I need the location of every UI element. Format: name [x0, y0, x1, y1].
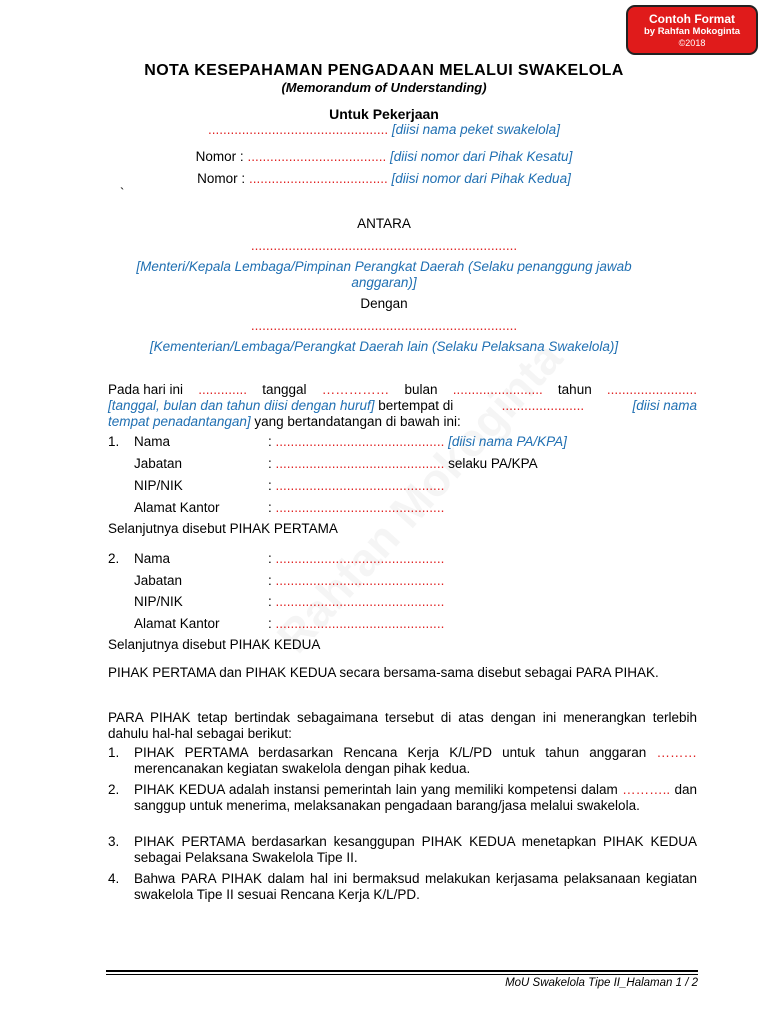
party1-jabatan-tail: selaku PA/KPA — [448, 456, 538, 471]
paket-hint: [diisi nama peket swakelola] — [391, 122, 560, 137]
dengan-dots: ....................................................................... — [250, 318, 518, 333]
page-footer: MoU Swakelola Tipe II_Halaman 1 / 2 — [505, 977, 698, 989]
nomor-line-1 — [0, 149, 768, 164]
document-title: NOTA KESEPAHAMAN PENGADAAN MELALUI SWAKELOLA — [144, 62, 624, 79]
list-item-dots: ……….. — [622, 782, 671, 797]
stray-tick: ` — [120, 185, 125, 200]
intro-tail: yang bertandatangan di bawah ini: — [254, 414, 461, 429]
list-item-text-b: merencanakan kegiatan swakelola dengan pihak kedua. — [134, 761, 471, 776]
intro-dots-month: ........................ — [452, 382, 543, 397]
stamp-line2: by Rahfan Mokoginta — [643, 26, 741, 37]
format-stamp — [626, 5, 758, 55]
colon: : — [268, 434, 272, 449]
party2-nip-dots: ............................................. — [275, 594, 445, 609]
untuk-pekerjaan: Untuk Pekerjaan — [329, 106, 439, 122]
list-item-text: Bahwa PARA PIHAK dalam hal ini bermaksud melakukan kerjasama pelaksanaan kegiatan swakelola Tipe II sesuai Rencana Kerja K/L/PD. — [134, 871, 697, 902]
nomor-label: Nomor : — [195, 149, 244, 164]
list-item — [108, 871, 697, 903]
intro-dots-date: …………… — [321, 382, 390, 397]
party1-alamat-dots: ............................................. — [275, 500, 445, 515]
intro-tahun: tahun — [557, 382, 592, 397]
party2-jabatan-label: Jabatan — [134, 573, 183, 588]
antara-label: ANTARA — [357, 216, 411, 231]
antara-hint-line1: [Menteri/Kepala Lembaga/Pimpinan Perangkat Daerah (Selaku penanggung jawab — [136, 259, 632, 274]
stamp-line1: Contoh Format — [649, 12, 735, 26]
party1-nama-dots: ............................................. — [275, 434, 445, 449]
para-pihak-statement: PARA PIHAK tetap bertindak sebagaimana tersebut di atas dengan ini menerangkan terlebih dahulu hal-hal sebagai berikut: — [108, 710, 697, 741]
colon: : — [268, 616, 272, 631]
intro-pada: Pada hari ini — [108, 382, 184, 397]
list-item-text-a: PIHAK PERTAMA berdasarkan Rencana Kerja K/L/PD untuk tahun anggaran — [134, 745, 647, 760]
intro-line2 — [108, 398, 697, 414]
party1-number: 1. — [108, 434, 120, 449]
intro-place-hint1: [diisi nama — [632, 398, 697, 413]
party1-sebut: Selanjutnya disebut PIHAK PERTAMA — [108, 521, 338, 536]
list-item-text — [134, 745, 697, 777]
party2-alamat-dots: ............................................. — [275, 616, 445, 631]
list-item-number: 1. — [108, 745, 120, 760]
party1-nip-dots: ............................................. — [275, 478, 445, 493]
watermark — [266, 331, 573, 663]
colon: : — [268, 456, 272, 471]
colon: : — [268, 551, 272, 566]
party2-nama-dots: ............................................. — [275, 551, 445, 566]
list-item — [108, 782, 697, 814]
nomor-label: Nomor : — [197, 171, 246, 186]
colon: : — [268, 500, 272, 515]
list-item — [108, 834, 697, 866]
party1-jabatan-label: Jabatan — [134, 456, 183, 471]
colon: : — [268, 594, 272, 609]
paket-dots: ................................................ — [208, 122, 389, 137]
party2-number: 2. — [108, 551, 120, 566]
intro-bulan: bulan — [404, 382, 438, 397]
antara-dots: ....................................................................... — [250, 238, 518, 253]
nomor-line-2 — [0, 171, 768, 186]
party1-jabatan-dots: ............................................. — [275, 456, 445, 471]
document-subtitle: (Memorandum of Understanding) — [281, 80, 487, 95]
party1-nama-hint: [diisi nama PA/KPA] — [448, 434, 567, 449]
intro-dots-place: ...................... — [501, 398, 585, 413]
intro-line1 — [108, 382, 697, 398]
colon: : — [268, 478, 272, 493]
intro-line3 — [108, 414, 697, 430]
intro-date-hint: [tanggal, bulan dan tahun diisi dengan huruf] — [108, 398, 375, 413]
list-item-number: 4. — [108, 871, 120, 886]
intro-paragraph — [108, 382, 697, 430]
party2-sebut: Selanjutnya disebut PIHAK KEDUA — [108, 637, 321, 652]
footer-rule — [106, 970, 698, 972]
intro-tanggal: tanggal — [262, 382, 307, 397]
nomor2-hint: [diisi nomor dari Pihak Kedua] — [391, 171, 571, 186]
list-item — [108, 745, 697, 777]
intro-bertempat: bertempat di — [378, 398, 454, 413]
list-item-number: 3. — [108, 834, 120, 849]
intro-dots-day: ............. — [198, 382, 248, 397]
antara-hint-line2: anggaran)] — [351, 275, 417, 290]
stamp-line3: ©2018 — [678, 38, 706, 48]
party2-nama-label: Nama — [134, 551, 171, 566]
party1-nip-label: NIP/NIK — [134, 478, 183, 493]
list-item-dots: ……… — [656, 745, 697, 760]
nomor1-hint: [diisi nomor dari Pihak Kesatu] — [389, 149, 573, 164]
party2-nip-label: NIP/NIK — [134, 594, 183, 609]
list-item-text-b: dan sanggup untuk menerima, melaksanakan pengadaan barang/jasa melalui swakelola. — [134, 782, 697, 813]
para-pihak-together: PIHAK PERTAMA dan PIHAK KEDUA secara bersama-sama disebut sebagai PARA PIHAK. — [108, 665, 659, 680]
dengan-hint: [Kementerian/Lembaga/Perangkat Daerah lain (Selaku Pelaksana Swakelola)] — [149, 339, 619, 354]
intro-dots-year: ........................ — [606, 382, 697, 397]
dengan-label: Dengan — [360, 296, 408, 311]
list-item-text-a: PIHAK KEDUA adalah instansi pemerintah lain yang memiliki kompetensi dalam — [134, 782, 618, 797]
colon: : — [268, 573, 272, 588]
party1-alamat-label: Alamat Kantor — [134, 500, 220, 515]
footer-rule-thin — [106, 974, 698, 975]
paket-line — [0, 122, 768, 137]
list-item-text — [134, 782, 697, 814]
party1-nama-label: Nama — [134, 434, 171, 449]
intro-place-hint2: tempat penadantangan] — [108, 414, 251, 429]
nomor-dots: ..................................... — [248, 171, 388, 186]
list-item-number: 2. — [108, 782, 120, 797]
nomor-dots: ..................................... — [247, 149, 387, 164]
party2-jabatan-dots: ............................................. — [275, 573, 445, 588]
party2-alamat-label: Alamat Kantor — [134, 616, 220, 631]
list-item-text: PIHAK PERTAMA berdasarkan kesanggupan PIHAK KEDUA menetapkan PIHAK KEDUA sebagai Pelaksana Swakelola Tipe II. — [134, 834, 697, 865]
